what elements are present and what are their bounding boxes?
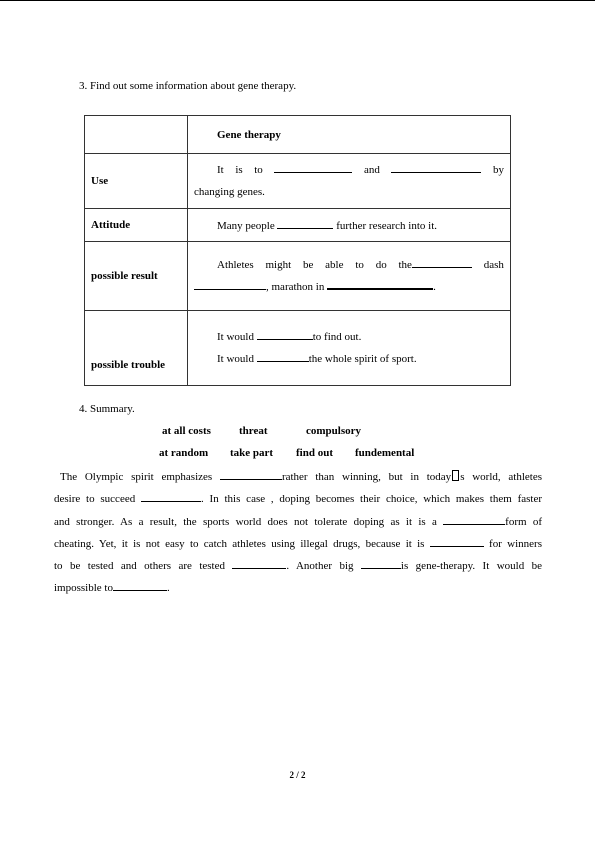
row-label-possible-result: possible result (85, 242, 188, 311)
table-corner-cell (85, 116, 188, 154)
trouble-line-1: It would to find out. (217, 331, 362, 343)
word-bank-item: find out (296, 447, 333, 459)
table-row (85, 311, 511, 386)
word-bank-row-2 (159, 447, 414, 459)
para-line: and stronger. As a result, the sports world does not tolerate doping as it is a form of (54, 515, 543, 528)
word-bank-item: at random (159, 447, 209, 459)
attitude-line: Many people further research into it. (217, 220, 438, 232)
row-label-use: Use (85, 154, 188, 209)
word-bank-item: fundemental (355, 447, 415, 459)
trouble-line-2: It would the whole spirit of sport. (217, 353, 417, 365)
word-bank-item: at all costs (162, 425, 211, 437)
blank[interactable] (430, 536, 484, 547)
word-bank-item: threat (239, 425, 268, 437)
para-line: impossible to . (54, 582, 170, 595)
table-row (85, 116, 511, 154)
table-row (85, 209, 511, 242)
row-label-possible-trouble: possible trouble (85, 311, 188, 386)
result-line-1: Athletes might be able to do the dash (217, 259, 504, 271)
table-header: Gene therapy (217, 128, 281, 141)
word-bank-item: compulsory (306, 425, 361, 437)
blank[interactable] (361, 558, 401, 569)
blank[interactable] (232, 558, 286, 569)
page-number: 2 / 2 (289, 770, 306, 780)
summary-paragraph (54, 466, 542, 600)
missing-glyph-box (452, 470, 459, 481)
blank[interactable] (141, 491, 201, 502)
para-line: to be tested and others are tested . Another big is gene-therapy. It would be (54, 560, 542, 573)
blank[interactable] (391, 162, 481, 173)
table-row (85, 242, 511, 311)
blank[interactable] (412, 257, 472, 268)
section3-title: 3. Find out some information about gene therapy. (79, 80, 297, 92)
para-line: The Olympic spirit emphasizes rather than winning, but in today s world, athletes (60, 471, 542, 483)
word-bank-row-1 (162, 425, 361, 437)
para-line: desire to succeed . In this case , doping becomes their choice, which makes them faster (54, 493, 543, 506)
blank[interactable] (277, 218, 333, 229)
row-label-attitude: Attitude (85, 209, 188, 242)
blank[interactable] (257, 351, 309, 362)
use-line-2: changing genes. (194, 186, 265, 198)
gene-therapy-table (84, 115, 511, 386)
blank[interactable] (327, 278, 433, 290)
blank[interactable] (113, 580, 167, 591)
blank[interactable] (443, 514, 505, 525)
result-line-2: , marathon in . (194, 276, 504, 298)
blank[interactable] (274, 162, 352, 173)
para-line: cheating. Yet, it is not easy to catch athletes using illegal drugs, because it is for winners (54, 537, 542, 550)
section4-title: 4. Summary. (79, 403, 135, 415)
blank[interactable] (257, 329, 313, 340)
use-line-1: It is to and by (217, 164, 504, 176)
table-row (85, 154, 511, 209)
top-rule (0, 0, 595, 1)
word-bank-item: take part (230, 447, 274, 459)
blank[interactable] (220, 469, 282, 480)
blank[interactable] (194, 279, 266, 290)
